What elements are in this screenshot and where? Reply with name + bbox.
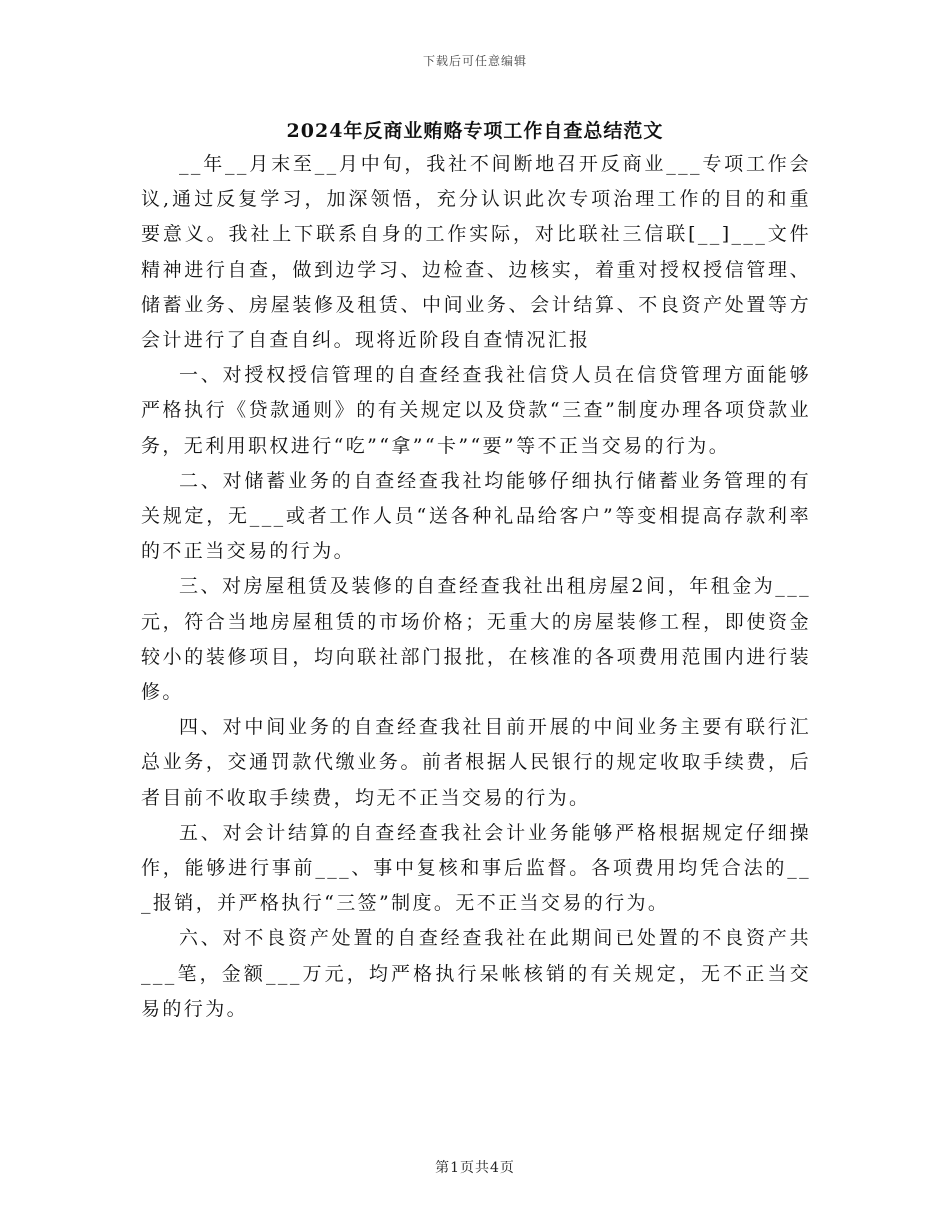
paragraph-section-5: 五、对会计结算的自查经查我社会计业务能够严格根据规定仔细操作，能够进行事前___、事中复核和事后监督。各项费用均凭合法的___报销，并严格执行“三签”制度。无不正当交易的行为。: [141, 821, 811, 915]
document-body: [141, 147, 811, 1027]
page-number-footer: 第1页共4页: [435, 1160, 515, 1176]
paragraph-section-1: 一、对授权授信管理的自查经查我社信贷人员在信贷管理方面能够严格执行《贷款通则》的有关规定以及贷款“三查”制度办理各项贷款业务，无利用职权进行“吃”“拿”“卡”“要”等不正当交易的行为。: [141, 364, 811, 457]
paragraph-section-2: 二、对储蓄业务的自查经查我社均能够仔细执行储蓄业务管理的有关规定，无___或者工作人员“送各种礼品给客户”等变相提高存款利率的不正当交易的行为。: [141, 469, 811, 563]
paragraph-section-6: 六、对不良资产处置的自查经查我社在此期间已处置的不良资产共___笔，金额___万元，均严格执行呆帐核销的有关规定，无不正当交易的行为。: [141, 927, 811, 1020]
paragraph-intro: __年__月末至__月中旬，我社不间断地召开反商业___专项工作会议,通过反复学习，加深领悟，充分认识此次专项治理工作的目的和重要意义。我社上下联系自身的工作实际，对比联社三信联[__]___文件精神进行自查，做到边学习、边检查、边核实，着重对授权授信管理、储蓄业务、房屋装修及租赁、中间业务、会计结算、不良资产处置等方会计进行了自查自纠。现将近阶段自查情况汇报: [141, 153, 811, 352]
paragraph-section-3: 三、对房屋租赁及装修的自查经查我社出租房屋2间，年租金为___元，符合当地房屋租赁的市场价格；无重大的房屋装修工程，即使资金较小的装修项目，均向联社部门报批，在核准的各项费用范围内进行装修。: [141, 575, 811, 704]
paragraph-section-4: 四、对中间业务的自查经查我社目前开展的中间业务主要有联行汇总业务，交通罚款代缴业务。前者根据人民银行的规定收取手续费，后者目前不收取手续费，均无不正当交易的行为。: [141, 716, 811, 809]
download-edit-note: 下载后可任意编辑: [422, 54, 527, 68]
document-title: 2024年反商业贿赂专项工作自查总结范文: [286, 120, 664, 142]
